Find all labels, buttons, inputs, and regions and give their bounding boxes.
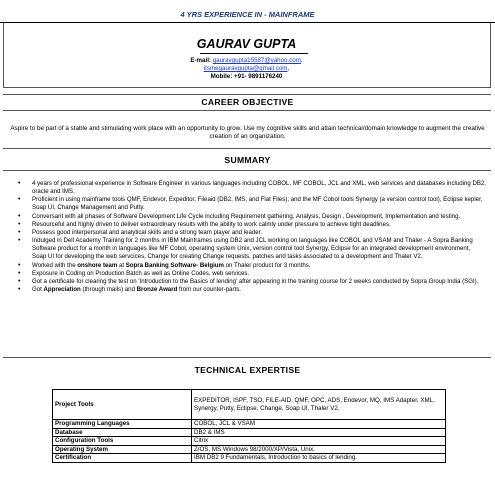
row-label: Operating System <box>53 445 192 454</box>
contact-block <box>3 57 490 81</box>
table-row <box>53 454 446 463</box>
objective-title-divider <box>3 110 491 111</box>
row-value: DB2 & IMS <box>192 428 446 437</box>
summary-item: • Worked with the onshore team at Sopra Banking Software- Belgium on Thaler product for 3 months. <box>18 262 486 270</box>
email-line: E-mail: gauravgupta15587@yahoo.com, <box>190 57 303 64</box>
table-row <box>53 445 446 454</box>
row-label: Configuration Tools <box>53 437 192 446</box>
row-value: COBOL, JCL & VSAM <box>192 420 446 429</box>
summary-item: • Got a certificate for clearing the test on 'Introduction to the Basics of lending' after appearing in the training course for 2 weeks conducted by Sopra Group India (SGI). <box>18 278 486 286</box>
summary-item: • Exposure in Coding on Production Batch as well as Online Codes, web services. <box>18 270 486 278</box>
table-row <box>53 420 446 429</box>
table-row <box>53 437 446 446</box>
header-border-right <box>490 23 491 87</box>
career-objective-heading: CAREER OBJECTIVE <box>201 97 294 107</box>
technical-expertise-table <box>52 389 446 463</box>
name-underline <box>200 53 308 54</box>
summary-item: • Indulged in Dell Academy Training for 2 months in IBM Mainframes using DB2 and JCL working on languages like COBOL and VSAM and Thaler - A Sopra Banking Software product for a month in languages like MF Cobol, operating system Unix, version control tool Synergy, Eclipse for an integrated development environment, Soap UI for developing the web servcices, Change for creating Change requests, patches and tasks associated to a development and Thaler V2. <box>18 237 486 261</box>
email-line-2: itsmegauravgupta@gmail.com, <box>203 65 290 72</box>
technical-expertise-heading: TECHNICAL EXPERTISE <box>194 365 301 375</box>
experience-banner: 4 YRS EXPERIENCE IN - MAINFRAME <box>180 9 315 19</box>
row-value: Citrix <box>192 437 446 446</box>
career-objective-text: Aspire to be part of a stable and stimulating work place with an opportunity to grow. Use my cognitive skills and attain technical/domain knowledge to augment the creative creation of an organization. <box>10 125 485 141</box>
summary-item: • Proficient in using mainframe tools QMF, Endevor, Expeditor, Fileaid (DB2, IMS, and Flat Files), and the MF Cobol tools Synergy (a version control tool), Eclipse kepler, Soap UI, Change Management and Putty. <box>18 196 486 212</box>
objective-top-border <box>3 94 491 95</box>
summary-item: • Possess good interpersonal and analytical skills and a strong team player and leader. <box>18 229 486 237</box>
row-label: Certification <box>53 454 192 463</box>
row-value: Z/OS, MS Windows 98/2000/XP/Vista, Unix. <box>192 445 446 454</box>
summary-item: • Conversant with all phases of Software Development Life Cycle including Requirement gathering, Analysis, Design , Development, Implementation and testing. <box>18 213 486 221</box>
row-value: EXPEDITOR, ISPF, TSO, FILE-AID, QMF, OPC, ADS, Endevor, MQ, IMS Adapter, XML, Synergy, Putty, Eclipse, Change, Soap UI, Thaler V2. <box>192 390 446 420</box>
row-label: Project Tools <box>53 390 192 420</box>
summary-item: • Got Appreciation (through mails) and Bronze Award from our counter-parts. <box>18 286 486 294</box>
row-value: IBM DB2 9 Fundamentals, Introduction to basics of lending. <box>192 454 446 463</box>
summary-top-border <box>3 148 491 149</box>
summary-heading: SUMMARY <box>224 155 271 165</box>
row-label: Database <box>53 428 192 437</box>
summary-item: • Resourceful and highly driven to deliver extraordinary results with the ability to work calmly under pressure to achieve tight deadlines. <box>18 221 486 229</box>
header <box>3 23 490 87</box>
table-row <box>53 428 446 437</box>
email-label: E-mail: <box>190 57 211 64</box>
email-link-primary[interactable]: gauravgupta15587@yahoo.com <box>212 57 301 64</box>
header-border-bottom <box>3 87 491 88</box>
table-row <box>53 390 446 420</box>
summary-title-divider <box>3 170 491 171</box>
candidate-name: GAURAV GUPTA <box>196 37 297 51</box>
row-label: Programming Languages <box>53 420 192 429</box>
summary-item: • 4 years of professional experience in Software Engineer in various languages including COBOL, MF COBOL, JCL and XML, web services and databases including DB2, oracle and IMS. <box>18 180 486 196</box>
summary-list <box>18 180 486 294</box>
expertise-top-border <box>3 357 491 358</box>
mobile-number: Mobile: +91- 9891176240 <box>210 73 283 80</box>
email-link-secondary[interactable]: itsmegauravgupta@gmail.com <box>203 65 288 72</box>
